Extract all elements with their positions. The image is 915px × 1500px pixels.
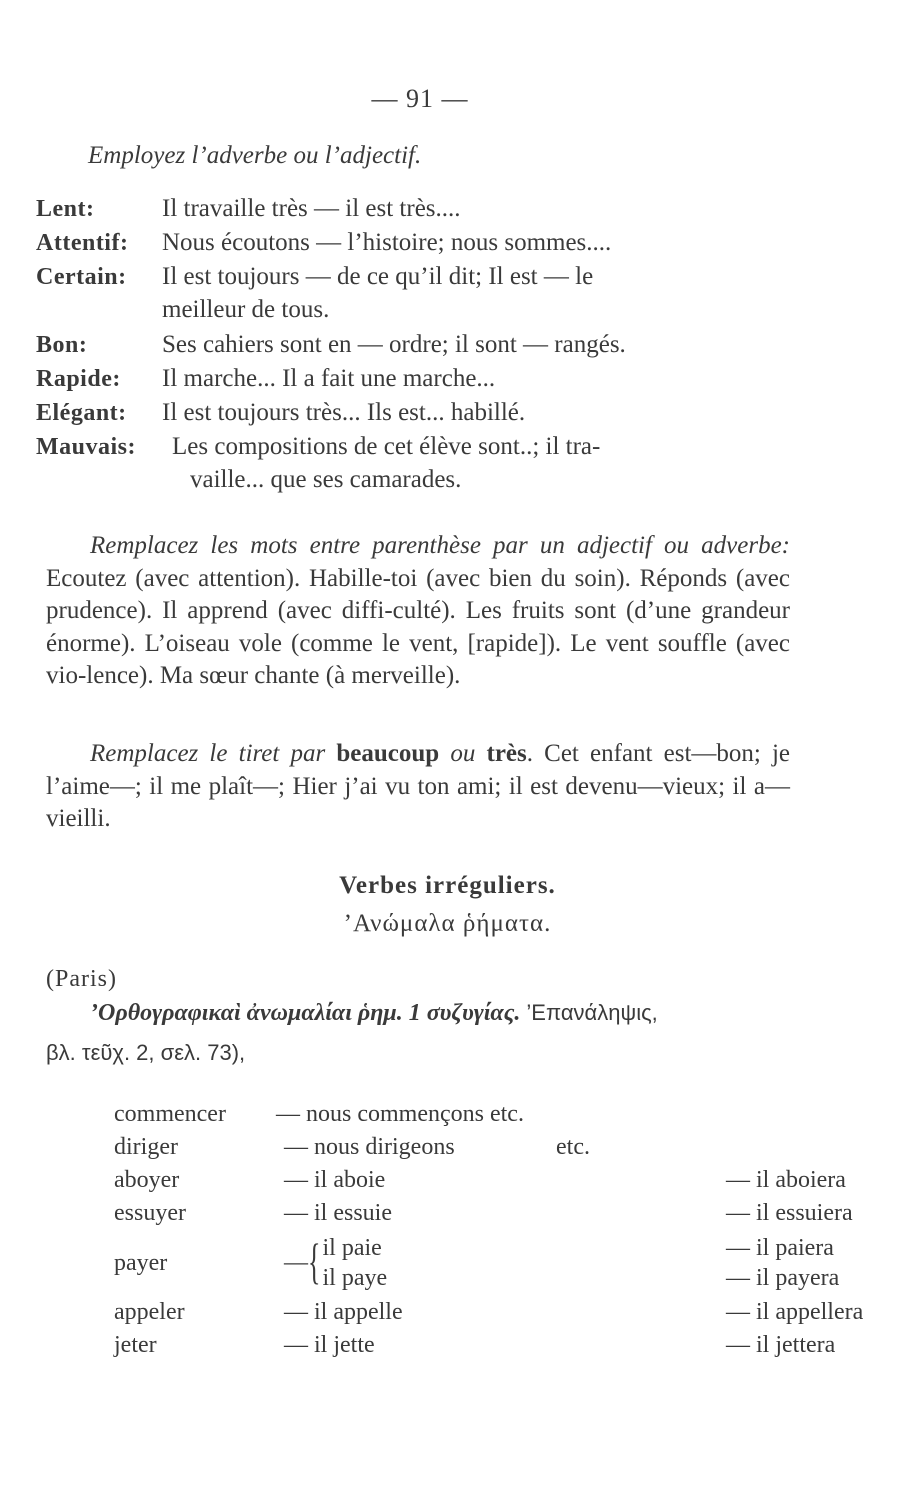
exercise-sentence: Il est toujours — de ce qu’il dit; Il est — le (162, 263, 594, 290)
grammar-reference-title: ’Ορθογραφικαὶ ἀνωμαλίαι ῥημ. 1 συζυγίας. (90, 1000, 521, 1026)
section-title: Verbes irréguliers. (339, 872, 556, 899)
brace-glyph: { (308, 1234, 321, 1290)
table-row (114, 1131, 863, 1164)
verb-future-stack (726, 1233, 839, 1293)
verb-future: etc. (556, 1134, 590, 1160)
exercise-row (36, 226, 796, 260)
verb-infinitive: essuyer (114, 1200, 186, 1226)
exercise1-instruction: Employez l’adverbe ou l’adjectif. (88, 142, 422, 169)
exercise-term: Attentif: (36, 230, 129, 256)
verb-future: — il payera (726, 1265, 840, 1291)
verb-future: — il paiera (726, 1235, 834, 1261)
exercise-sentence-continuation: vaille... que ses camarades. (190, 466, 462, 493)
exercise2-text: Ecoutez (avec attention). Habille-toi (avec bien du soin). Réponds (avec prudence). Il apprend (avec diffi-culté). Les fruits sont (d’une grandeur énorme). L’oiseau vole (comme le vent, [rapide]). Le vent souffle (avec vio-lence). Ma sœur chante (à merveille). (46, 564, 790, 689)
verb-form: — il essuie (284, 1200, 392, 1226)
verb-form-pair: —{ il paie il paye (284, 1234, 388, 1291)
exercise-term: Bon: (36, 332, 88, 358)
verb-form: — nous commençons etc. (276, 1101, 524, 1127)
exercise-row (36, 192, 796, 226)
exercise-sentence: Il marche... Il a fait une marche... (162, 365, 496, 392)
table-row (114, 1164, 863, 1197)
page-number: — 91 — (371, 84, 469, 113)
verb-form: — nous dirigeons (284, 1134, 455, 1160)
table-row (114, 1329, 863, 1362)
verb-infinitive: appeler (114, 1299, 185, 1325)
verb-infinitive: jeter (114, 1332, 157, 1358)
grammar-reference (90, 1000, 658, 1027)
verb-infinitive: diriger (114, 1134, 178, 1160)
verb-form: — il jette (284, 1332, 375, 1358)
exercise-sentence: Ses cahiers sont en — ordre; il sont — rangés. (162, 331, 626, 358)
verb-form-stack (322, 1233, 387, 1293)
exercise3-or: ou (450, 740, 476, 767)
grammar-reference-location: βλ. τεῦχ. 2, σελ. 73), (46, 1040, 246, 1065)
verb-future: — il essuiera (726, 1200, 853, 1226)
table-row (114, 1197, 863, 1230)
verb-form: il paie (322, 1235, 382, 1261)
exercise3-text: . Cet enfant est—bon; je l’aime—; il me plaît—; Hier j’ai vu ton ami; il est devenu—vieux; il a—vieilli. (46, 740, 791, 832)
table-row (114, 1098, 863, 1131)
verb-future: — il aboiera (726, 1167, 846, 1193)
exercise-sentence: Il est toujours très... Ils est... habillé. (162, 399, 526, 426)
exercise3-instruction: Remplacez le tiret par (90, 740, 326, 767)
grammar-reference-source: ’Επανάληψις, (526, 1000, 658, 1025)
verb-form: — il aboie (284, 1167, 386, 1193)
exercise-term: Rapide: (36, 366, 121, 392)
table-row (114, 1230, 863, 1296)
exercise-sentence: Il travaille très — il est très.... (162, 195, 461, 222)
exercise-term: Lent: (36, 196, 95, 222)
verb-future: — il jettera (726, 1332, 836, 1358)
exercise-sentence-continuation: meilleur de tous. (162, 296, 330, 323)
exercise-term: Elégant: (36, 400, 127, 426)
exercise-sentence: Les compositions de cet élève sont..; il tra- (172, 433, 601, 460)
exercise-term: Certain: (36, 264, 127, 290)
irregular-verbs-table (114, 1098, 863, 1362)
section-greek-title: ’Ανώμαλα ῥήματα. (343, 910, 552, 937)
verb-infinitive: aboyer (114, 1167, 180, 1193)
exercise3-word-tres: très (486, 740, 527, 767)
verb-infinitive: payer (114, 1249, 168, 1276)
exercise-row (36, 260, 796, 294)
exercise2-paragraph (46, 530, 790, 693)
verb-form: — il appelle (284, 1299, 403, 1325)
verb-future: — il appellera (726, 1299, 864, 1325)
verb-future (726, 1098, 863, 1131)
exercise-row (36, 430, 796, 464)
paris-label: (Paris) (46, 966, 117, 992)
exercise2-instruction: Remplacez les mots entre parenthèse par un adjectif ou adverbe: (90, 532, 790, 559)
exercise-sentence: Nous écoutons — l’histoire; nous sommes.... (162, 229, 612, 256)
exercise3-word-beaucoup: beaucoup (336, 740, 440, 767)
exercise-term: Mauvais: (36, 434, 136, 460)
exercise-row (36, 362, 796, 396)
exercise3-paragraph (46, 738, 790, 836)
exercise-row (36, 328, 796, 362)
verb-future-pair (726, 1230, 863, 1296)
verb-infinitive: commencer (114, 1101, 226, 1127)
verb-form: il paye (322, 1265, 388, 1291)
table-row (114, 1296, 863, 1329)
exercise-row (36, 396, 796, 430)
